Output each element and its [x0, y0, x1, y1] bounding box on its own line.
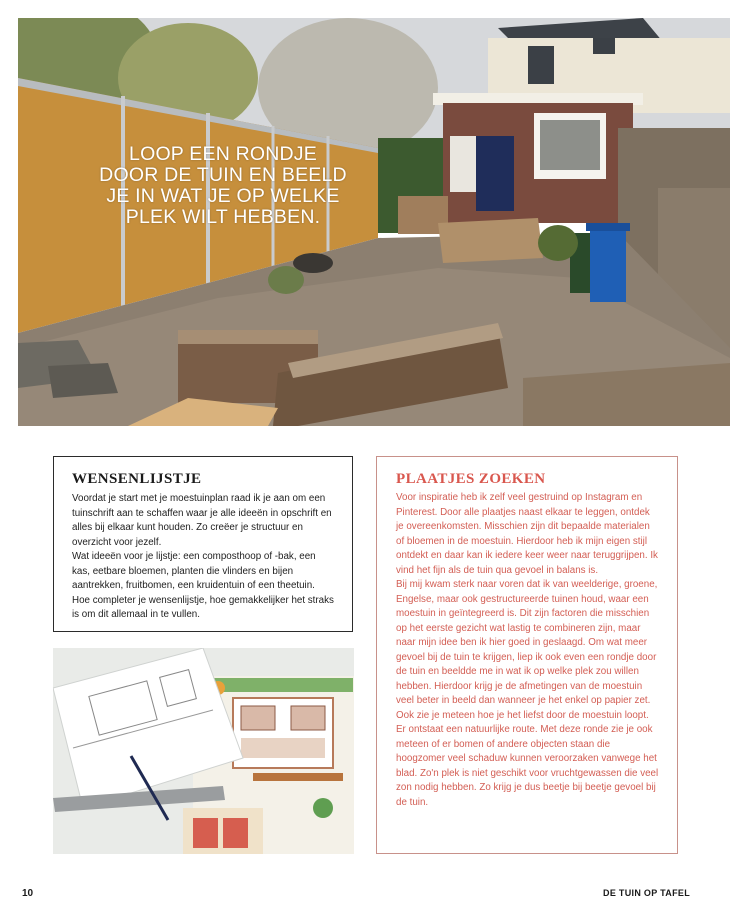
inspiration-title: PLAATJES ZOEKEN	[396, 471, 546, 487]
pull-quote-line: DOOR DE TUIN EN BEELD	[99, 164, 347, 186]
wish-list-box	[53, 456, 353, 632]
inspiration-paragraph: Voor inspiratie heb ik zelf veel gestruind op Instagram en Pinterest. Door alle plaatjes naast elkaar te leggen, ontdek je overeenkomsten. Misschien zijn dit bepaalde materialen of bloemen in de moestuin. Hierdoor heb ik mijn eigen stijl ontdekt en daar kan ik iedere keer weer naar teruggrijpen. Ik vind het fijn als de tuin qua gevoel in balans is.	[396, 492, 658, 576]
wish-list-title: WENSENLIJSTJE	[72, 471, 202, 487]
garden-plan-photo	[53, 648, 354, 854]
pull-quote	[58, 144, 388, 228]
garden-plan-illustration	[53, 648, 354, 854]
pull-quote-line: LOOP EEN RONDJE	[129, 143, 317, 165]
wish-list-paragraph: Voordat je start met je moestuinplan raad ik je aan om een tuinschrift aan te schaffen waar je alle ideeën in opschrift en alles bij elkaar kunt houden. Zo creëer je structuur en overzicht voor jezelf.	[72, 493, 332, 548]
pull-quote-line: JE IN WAT JE OP WELKE	[106, 185, 340, 207]
inspiration-box	[376, 456, 678, 854]
running-title: DE TUIN OP TAFEL	[603, 888, 690, 898]
hero-photo	[18, 18, 730, 426]
pull-quote-line: PLEK WILT HEBBEN.	[125, 206, 321, 228]
wish-list-paragraph: Wat ideeën voor je lijstje: een composthoop of -bak, een kas, eetbare bloemen, planten die vlinders en bijen aantrekken, fruitbomen, een kruidentuin of een theetuin. Hoe completer je wensenlijstje, hoe gemakkelijker het straks is om dit allemaal in te vullen.	[72, 551, 334, 620]
inspiration-paragraph: Bij mij kwam sterk naar voren dat ik van weelderige, groene, Engelse, maar ook gestructureerde tuinen houd, waar een moestuin in geïntegreerd is. Dit zijn factoren die misschien op het eerste gezicht wat lastig te combineren zijn, maar naar mijn idee ben ik hier goed in geslaagd. Om wat meer gevoel bij de tuin te krijgen, liep ik ook even een rondje door de tuin en beeldde me in wat ik op welke plek zou willen hebben. Hierdoor krijg je de afmetingen van de moestuin veel beter in beeld dan wanneer je het enkel op papier zet. Ook zie je meteen hoe je het liefst door de moestuin loopt. Er ontstaat een natuurlijke route. Met deze ronde zie je ook meteen of er bomen of andere objecten staan die hoogzomer veel schaduw kunnen veroorzaken vanwege het blad. Zo'n plek is niet geschikt voor vruchtgewassen die veel zon nodig hebben. Zo krijg je dus beetje bij beetje gevoel bij de tuin.	[396, 579, 659, 808]
page-number: 10	[22, 888, 34, 899]
